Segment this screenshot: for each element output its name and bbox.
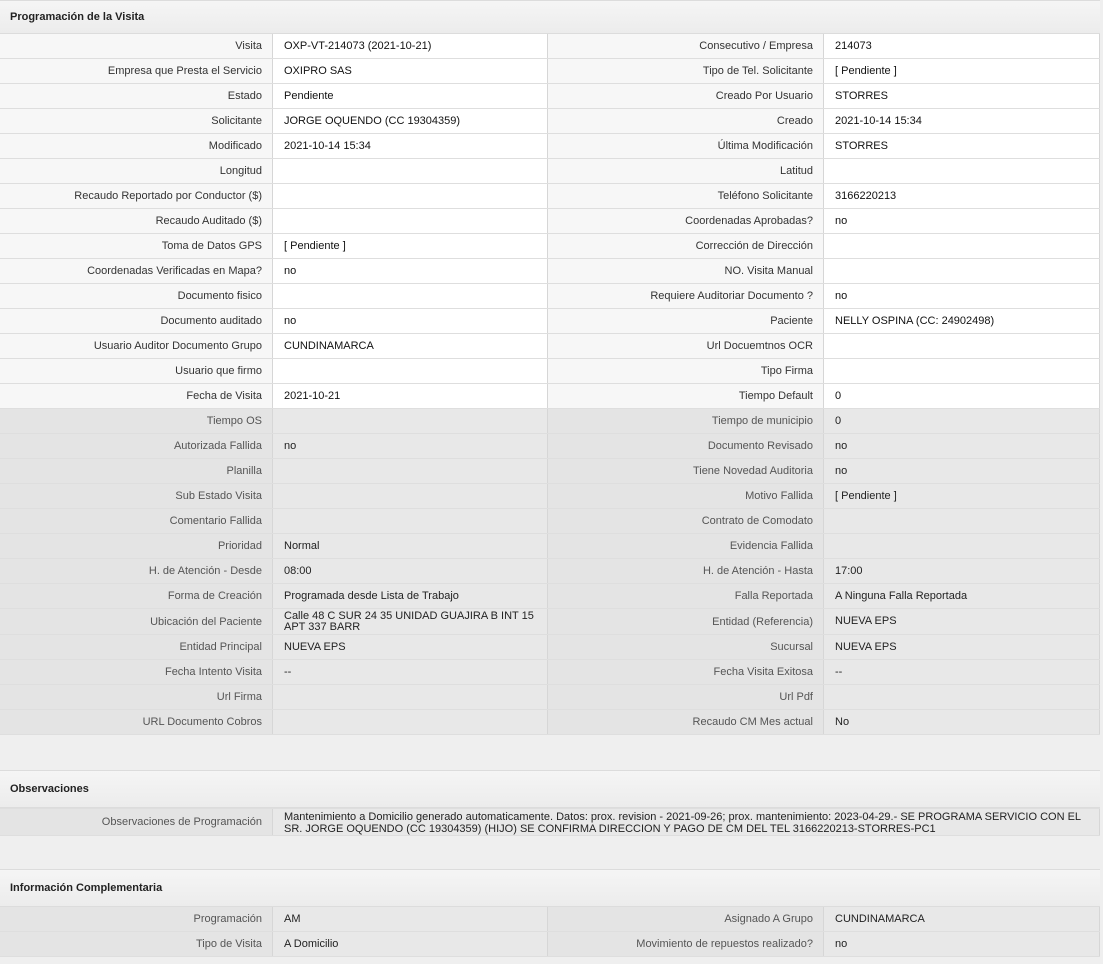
table-row <box>0 359 1100 384</box>
field-label: Entidad (Referencia) <box>548 609 824 634</box>
field-label: Tiene Novedad Auditoria <box>548 459 824 483</box>
field-label: Requiere Auditoriar Documento ? <box>548 284 824 308</box>
field-value <box>273 484 548 508</box>
field-label: Sub Estado Visita <box>0 484 273 508</box>
table-row <box>0 685 1100 710</box>
field-value: Programada desde Lista de Trabajo <box>273 584 548 608</box>
field-value: Mantenimiento a Domicilio generado automaticamente. Datos: prox. revision - 2021-09-26; prox. mantenimiento: 2023-04-29.- SE PROGRAMA SERVICIO CON EL SR. JORGE OQUENDO (CC 19304359) (HIJO) SE CONFIRMA DIRECCION Y PAGO DE CM DEL TEL 3166220213-STORRES-PC1 <box>273 809 1100 835</box>
field-value <box>824 334 1100 358</box>
field-label: Longitud <box>0 159 273 183</box>
field-label: Entidad Principal <box>0 635 273 659</box>
section-header-programacion <box>0 0 1100 34</box>
field-value: NUEVA EPS <box>824 635 1100 659</box>
field-value <box>824 685 1100 709</box>
field-label: Visita <box>0 34 273 58</box>
field-label: Usuario Auditor Documento Grupo <box>0 334 273 358</box>
field-value: CUNDINAMARCA <box>824 907 1100 931</box>
table-row <box>0 559 1100 584</box>
field-label: Creado Por Usuario <box>548 84 824 108</box>
field-label: Coordenadas Aprobadas? <box>548 209 824 233</box>
field-label: Observaciones de Programación <box>0 809 273 835</box>
field-value: no <box>824 932 1100 956</box>
table-row <box>0 209 1100 234</box>
field-label: Última Modificación <box>548 134 824 158</box>
field-value: [ Pendiente ] <box>824 484 1100 508</box>
field-value <box>824 509 1100 533</box>
field-label: Recaudo Reportado por Conductor ($) <box>0 184 273 208</box>
field-label: Creado <box>548 109 824 133</box>
table-row <box>0 660 1100 685</box>
table-row <box>0 534 1100 559</box>
field-value: no <box>824 284 1100 308</box>
table-row <box>0 584 1100 609</box>
field-value: 2021-10-21 <box>273 384 548 408</box>
field-value: OXP-VT-214073 (2021-10-21) <box>273 34 548 58</box>
field-label: Empresa que Presta el Servicio <box>0 59 273 83</box>
field-label: Autorizada Fallida <box>0 434 273 458</box>
field-label: Planilla <box>0 459 273 483</box>
field-label: Forma de Creación <box>0 584 273 608</box>
field-value: Calle 48 C SUR 24 35 UNIDAD GUAJIRA B INT 15 APT 337 BARR <box>273 609 548 634</box>
field-label: Fecha Intento Visita <box>0 660 273 684</box>
field-value: Normal <box>273 534 548 558</box>
field-label: Paciente <box>548 309 824 333</box>
field-value: 0 <box>824 384 1100 408</box>
field-value: 17:00 <box>824 559 1100 583</box>
field-label: Evidencia Fallida <box>548 534 824 558</box>
table-row <box>0 384 1100 409</box>
table-row <box>0 635 1100 660</box>
field-value: 08:00 <box>273 559 548 583</box>
table-row <box>0 710 1100 735</box>
field-label: Contrato de Comodato <box>548 509 824 533</box>
field-value: Pendiente <box>273 84 548 108</box>
section-title: Información Complementaria <box>10 882 163 894</box>
field-label: Usuario que firmo <box>0 359 273 383</box>
field-label: Documento Revisado <box>548 434 824 458</box>
field-value: no <box>824 459 1100 483</box>
table-row <box>0 334 1100 359</box>
table-row <box>0 84 1100 109</box>
field-label: Tipo de Visita <box>0 932 273 956</box>
field-value: A Ninguna Falla Reportada <box>824 584 1100 608</box>
field-label: Modificado <box>0 134 273 158</box>
field-label: Comentario Fallida <box>0 509 273 533</box>
table-row <box>0 932 1100 957</box>
table-row <box>0 134 1100 159</box>
field-value <box>824 534 1100 558</box>
field-value: NUEVA EPS <box>273 635 548 659</box>
field-label: Tiempo Default <box>548 384 824 408</box>
field-value <box>273 209 548 233</box>
field-value: [ Pendiente ] <box>273 234 548 258</box>
table-row <box>0 309 1100 334</box>
field-label: Fecha de Visita <box>0 384 273 408</box>
field-label: Prioridad <box>0 534 273 558</box>
field-value <box>273 159 548 183</box>
field-value <box>824 234 1100 258</box>
section-header-complementaria <box>0 869 1100 907</box>
field-value <box>824 259 1100 283</box>
table-row <box>0 609 1100 635</box>
field-value: No <box>824 710 1100 734</box>
table-row <box>0 159 1100 184</box>
field-label: Tipo Firma <box>548 359 824 383</box>
table-row <box>0 459 1100 484</box>
field-value: JORGE OQUENDO (CC 19304359) <box>273 109 548 133</box>
field-value <box>273 359 548 383</box>
field-label: Latitud <box>548 159 824 183</box>
table-row <box>0 484 1100 509</box>
field-value <box>824 359 1100 383</box>
programacion-table <box>0 34 1100 409</box>
field-label: Url Docuemtnos OCR <box>548 334 824 358</box>
field-label: H. de Atención - Desde <box>0 559 273 583</box>
field-label: NO. Visita Manual <box>548 259 824 283</box>
table-row <box>0 34 1100 59</box>
field-label: Url Firma <box>0 685 273 709</box>
field-label: Programación <box>0 907 273 931</box>
field-value <box>273 509 548 533</box>
field-value <box>273 710 548 734</box>
field-value: -- <box>824 660 1100 684</box>
field-label: Recaudo Auditado ($) <box>0 209 273 233</box>
field-value: no <box>273 259 548 283</box>
field-label: Corrección de Dirección <box>548 234 824 258</box>
section-header-observaciones <box>0 770 1100 808</box>
table-row <box>0 109 1100 134</box>
field-value: 0 <box>824 409 1100 433</box>
field-label: Tiempo OS <box>0 409 273 433</box>
field-value <box>273 409 548 433</box>
field-label: Motivo Fallida <box>548 484 824 508</box>
field-label: Documento auditado <box>0 309 273 333</box>
field-label: Documento fisico <box>0 284 273 308</box>
field-value: STORRES <box>824 134 1100 158</box>
field-label: Toma de Datos GPS <box>0 234 273 258</box>
complementaria-table <box>0 907 1100 957</box>
field-value: 214073 <box>824 34 1100 58</box>
field-value: STORRES <box>824 84 1100 108</box>
field-value: NELLY OSPINA (CC: 24902498) <box>824 309 1100 333</box>
field-label: Estado <box>0 84 273 108</box>
section-title: Observaciones <box>10 783 89 795</box>
table-row <box>0 409 1100 434</box>
field-value: -- <box>273 660 548 684</box>
field-value: A Domicilio <box>273 932 548 956</box>
field-label: Asignado A Grupo <box>548 907 824 931</box>
field-label: Url Pdf <box>548 685 824 709</box>
field-value <box>273 459 548 483</box>
field-label: Fecha Visita Exitosa <box>548 660 824 684</box>
field-label: Falla Reportada <box>548 584 824 608</box>
field-label: Teléfono Solicitante <box>548 184 824 208</box>
field-value: NUEVA EPS <box>824 609 1100 634</box>
field-label: Recaudo CM Mes actual <box>548 710 824 734</box>
field-label: Tiempo de municipio <box>548 409 824 433</box>
field-value: no <box>273 309 548 333</box>
table-row <box>0 259 1100 284</box>
field-value: no <box>824 434 1100 458</box>
field-label: Sucursal <box>548 635 824 659</box>
field-label: URL Documento Cobros <box>0 710 273 734</box>
field-value: no <box>824 209 1100 233</box>
programacion-table-extra <box>0 409 1100 735</box>
field-value: AM <box>273 907 548 931</box>
table-row <box>0 907 1100 932</box>
table-row <box>0 234 1100 259</box>
table-row <box>0 284 1100 309</box>
field-label: Coordenadas Verificadas en Mapa? <box>0 259 273 283</box>
field-value: no <box>273 434 548 458</box>
field-value: 3166220213 <box>824 184 1100 208</box>
observaciones-row <box>0 808 1100 836</box>
field-value: OXIPRO SAS <box>273 59 548 83</box>
field-value <box>273 685 548 709</box>
table-row <box>0 509 1100 534</box>
table-row <box>0 434 1100 459</box>
field-value: [ Pendiente ] <box>824 59 1100 83</box>
field-label: Consecutivo / Empresa <box>548 34 824 58</box>
field-value <box>824 159 1100 183</box>
field-label: Solicitante <box>0 109 273 133</box>
field-label: Movimiento de repuestos realizado? <box>548 932 824 956</box>
table-row <box>0 59 1100 84</box>
field-value: 2021-10-14 15:34 <box>824 109 1100 133</box>
section-title: Programación de la Visita <box>10 11 145 23</box>
field-value <box>273 284 548 308</box>
field-value <box>273 184 548 208</box>
field-label: H. de Atención - Hasta <box>548 559 824 583</box>
table-row <box>0 184 1100 209</box>
field-value: CUNDINAMARCA <box>273 334 548 358</box>
field-value: 2021-10-14 15:34 <box>273 134 548 158</box>
field-label: Tipo de Tel. Solicitante <box>548 59 824 83</box>
field-label: Ubicación del Paciente <box>0 609 273 634</box>
